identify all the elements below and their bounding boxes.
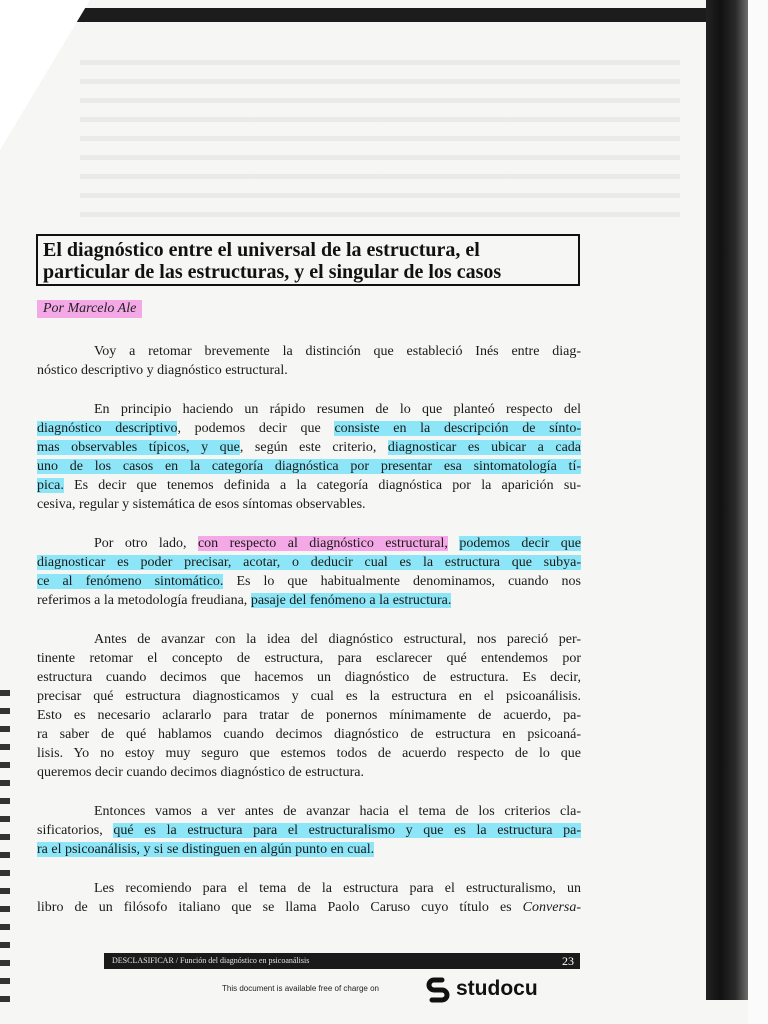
text-run: , según este criterio, — [239, 440, 388, 455]
text-line — [94, 535, 581, 552]
text-line — [37, 496, 581, 513]
highlight-cyan: consiste en la descripción de sínto- — [334, 421, 581, 436]
running-head: DESCLASIFICAR / Función del diagnóstico en psicoanálisis — [112, 956, 310, 965]
text-line — [37, 439, 581, 456]
text-run: , podemos decir que — [177, 421, 335, 436]
text-run: Antes de avanzar con la idea del diagnóstico estructural, nos pareció per- — [94, 632, 581, 647]
highlight-cyan: podemos decir que — [459, 536, 581, 551]
author-byline: Por Marcelo Ale — [37, 300, 142, 318]
text-run: Es lo que habitualmente denominamos, cuando nos — [223, 574, 581, 589]
text-line — [37, 822, 581, 839]
page-number: 23 — [562, 954, 574, 968]
text-run: lisis. Yo no estoy muy seguro que estemos todos de acuerdo respecto de lo que — [37, 746, 581, 761]
text-run: cesiva, regular y sistemática de esos síntomas observables. — [37, 497, 366, 512]
text-run: tinente retomar el concepto de estructura, para esclarecer qué entendemos por — [37, 651, 581, 666]
text-run: ra saber de qué hablamos cuando decimos diagnóstico de estructura en psicoaná- — [37, 727, 581, 742]
text-run: nóstico descriptivo y diagnóstico estructural. — [37, 363, 288, 378]
text-line — [37, 362, 581, 379]
italic-run: Conversa- — [522, 900, 581, 915]
highlight-magenta: con respecto al diagnóstico estructural, — [197, 536, 448, 551]
text-line — [37, 458, 581, 475]
highlight-cyan: ce al fenómeno sintomático. — [37, 574, 224, 589]
text-run: sificatorios, — [37, 823, 114, 838]
highlight-cyan: mas observables típicos, y que — [37, 440, 240, 455]
text-line — [37, 841, 581, 858]
highlight-cyan: diagnosticar es poder precisar, acotar, o deducir cual es la estructura que subya- — [37, 555, 581, 570]
highlight-cyan: uno de los casos en la categoría diagnóstica por presentar esa sintomatología tí- — [37, 459, 581, 474]
studocu-logo-icon[interactable] — [424, 975, 452, 1003]
top-page-edge — [70, 8, 710, 22]
text-line — [94, 803, 581, 820]
text-line — [37, 420, 581, 437]
highlight-cyan: pica. — [37, 478, 64, 493]
availability-notice: This document is available free of charge on — [222, 984, 379, 993]
text-line — [37, 899, 581, 916]
text-run: Por otro lado, — [94, 536, 198, 551]
running-footer — [104, 953, 580, 969]
text-line — [37, 477, 581, 494]
text-line — [37, 650, 581, 667]
text-line — [37, 554, 581, 571]
highlight-cyan: qué es la estructura para el estructuralismo y que es la estructura pa- — [113, 823, 581, 838]
text-run: Entonces vamos a ver antes de avanzar hacia el tema de los criterios cla- — [94, 804, 581, 819]
highlight-cyan: pasaje del fenómeno a la estructura. — [250, 593, 452, 608]
studocu-wordmark[interactable]: studocu — [456, 977, 538, 1000]
margin-strip — [748, 0, 768, 1024]
text-line — [37, 669, 581, 686]
highlight-cyan: diagnóstico descriptivo — [37, 421, 178, 436]
highlight-cyan: diagnosticar es ubicar a cada — [387, 440, 582, 455]
text-run: referimos a la metodología freudiana, — [37, 593, 251, 608]
text-line — [37, 707, 581, 724]
article-title — [36, 234, 580, 286]
text-line — [37, 745, 581, 762]
title-line: particular de las estructuras, y el singular de los casos — [43, 261, 502, 283]
text-run: Esto es necesario aclararlo para tratar de ponernos mínimamente de acuerdo, pa- — [37, 708, 581, 723]
text-run: libro de un filósofo italiano que se llama Paolo Caruso cuyo título es — [37, 900, 523, 915]
text-line — [94, 880, 581, 897]
folded-corner — [0, 0, 90, 150]
title-line: El diagnóstico entre el universal de la estructura, el — [43, 239, 480, 261]
text-run: En principio haciendo un rápido resumen de lo que planteó respecto del — [94, 402, 581, 417]
page-shadow-edge — [706, 0, 748, 1000]
text-line — [37, 726, 581, 743]
text-run: queremos decir cuando decimos diagnóstico de estructura. — [37, 765, 364, 780]
bleed-through-text — [80, 60, 680, 230]
binding-spiral — [0, 690, 10, 1010]
text-run: Es decir que tenemos definida a la categoría diagnóstica por la aparición su- — [63, 478, 581, 493]
text-line — [37, 592, 581, 609]
text-line — [37, 764, 581, 781]
text-line — [94, 401, 581, 418]
text-run: Voy a retomar brevemente la distinción que estableció Inés entre diag- — [94, 344, 581, 359]
highlight-cyan: ra el psicoanálisis, y si se distinguen en algún punto en cual. — [37, 842, 375, 857]
text-line — [94, 631, 581, 648]
text-run: estructura cuando decimos que hacemos un diagnóstico de estructura. Es decir, — [37, 670, 581, 685]
text-run — [448, 536, 459, 551]
text-run: Les recomiendo para el tema de la estructura para el estructuralismo, un — [94, 881, 581, 896]
studocu-banner — [0, 975, 768, 1003]
text-line — [37, 573, 581, 590]
text-line — [94, 343, 581, 360]
text-line — [37, 688, 581, 705]
text-run: precisar qué estructura diagnosticamos y cual es la estructura en el psicoanálisis. — [37, 689, 581, 704]
